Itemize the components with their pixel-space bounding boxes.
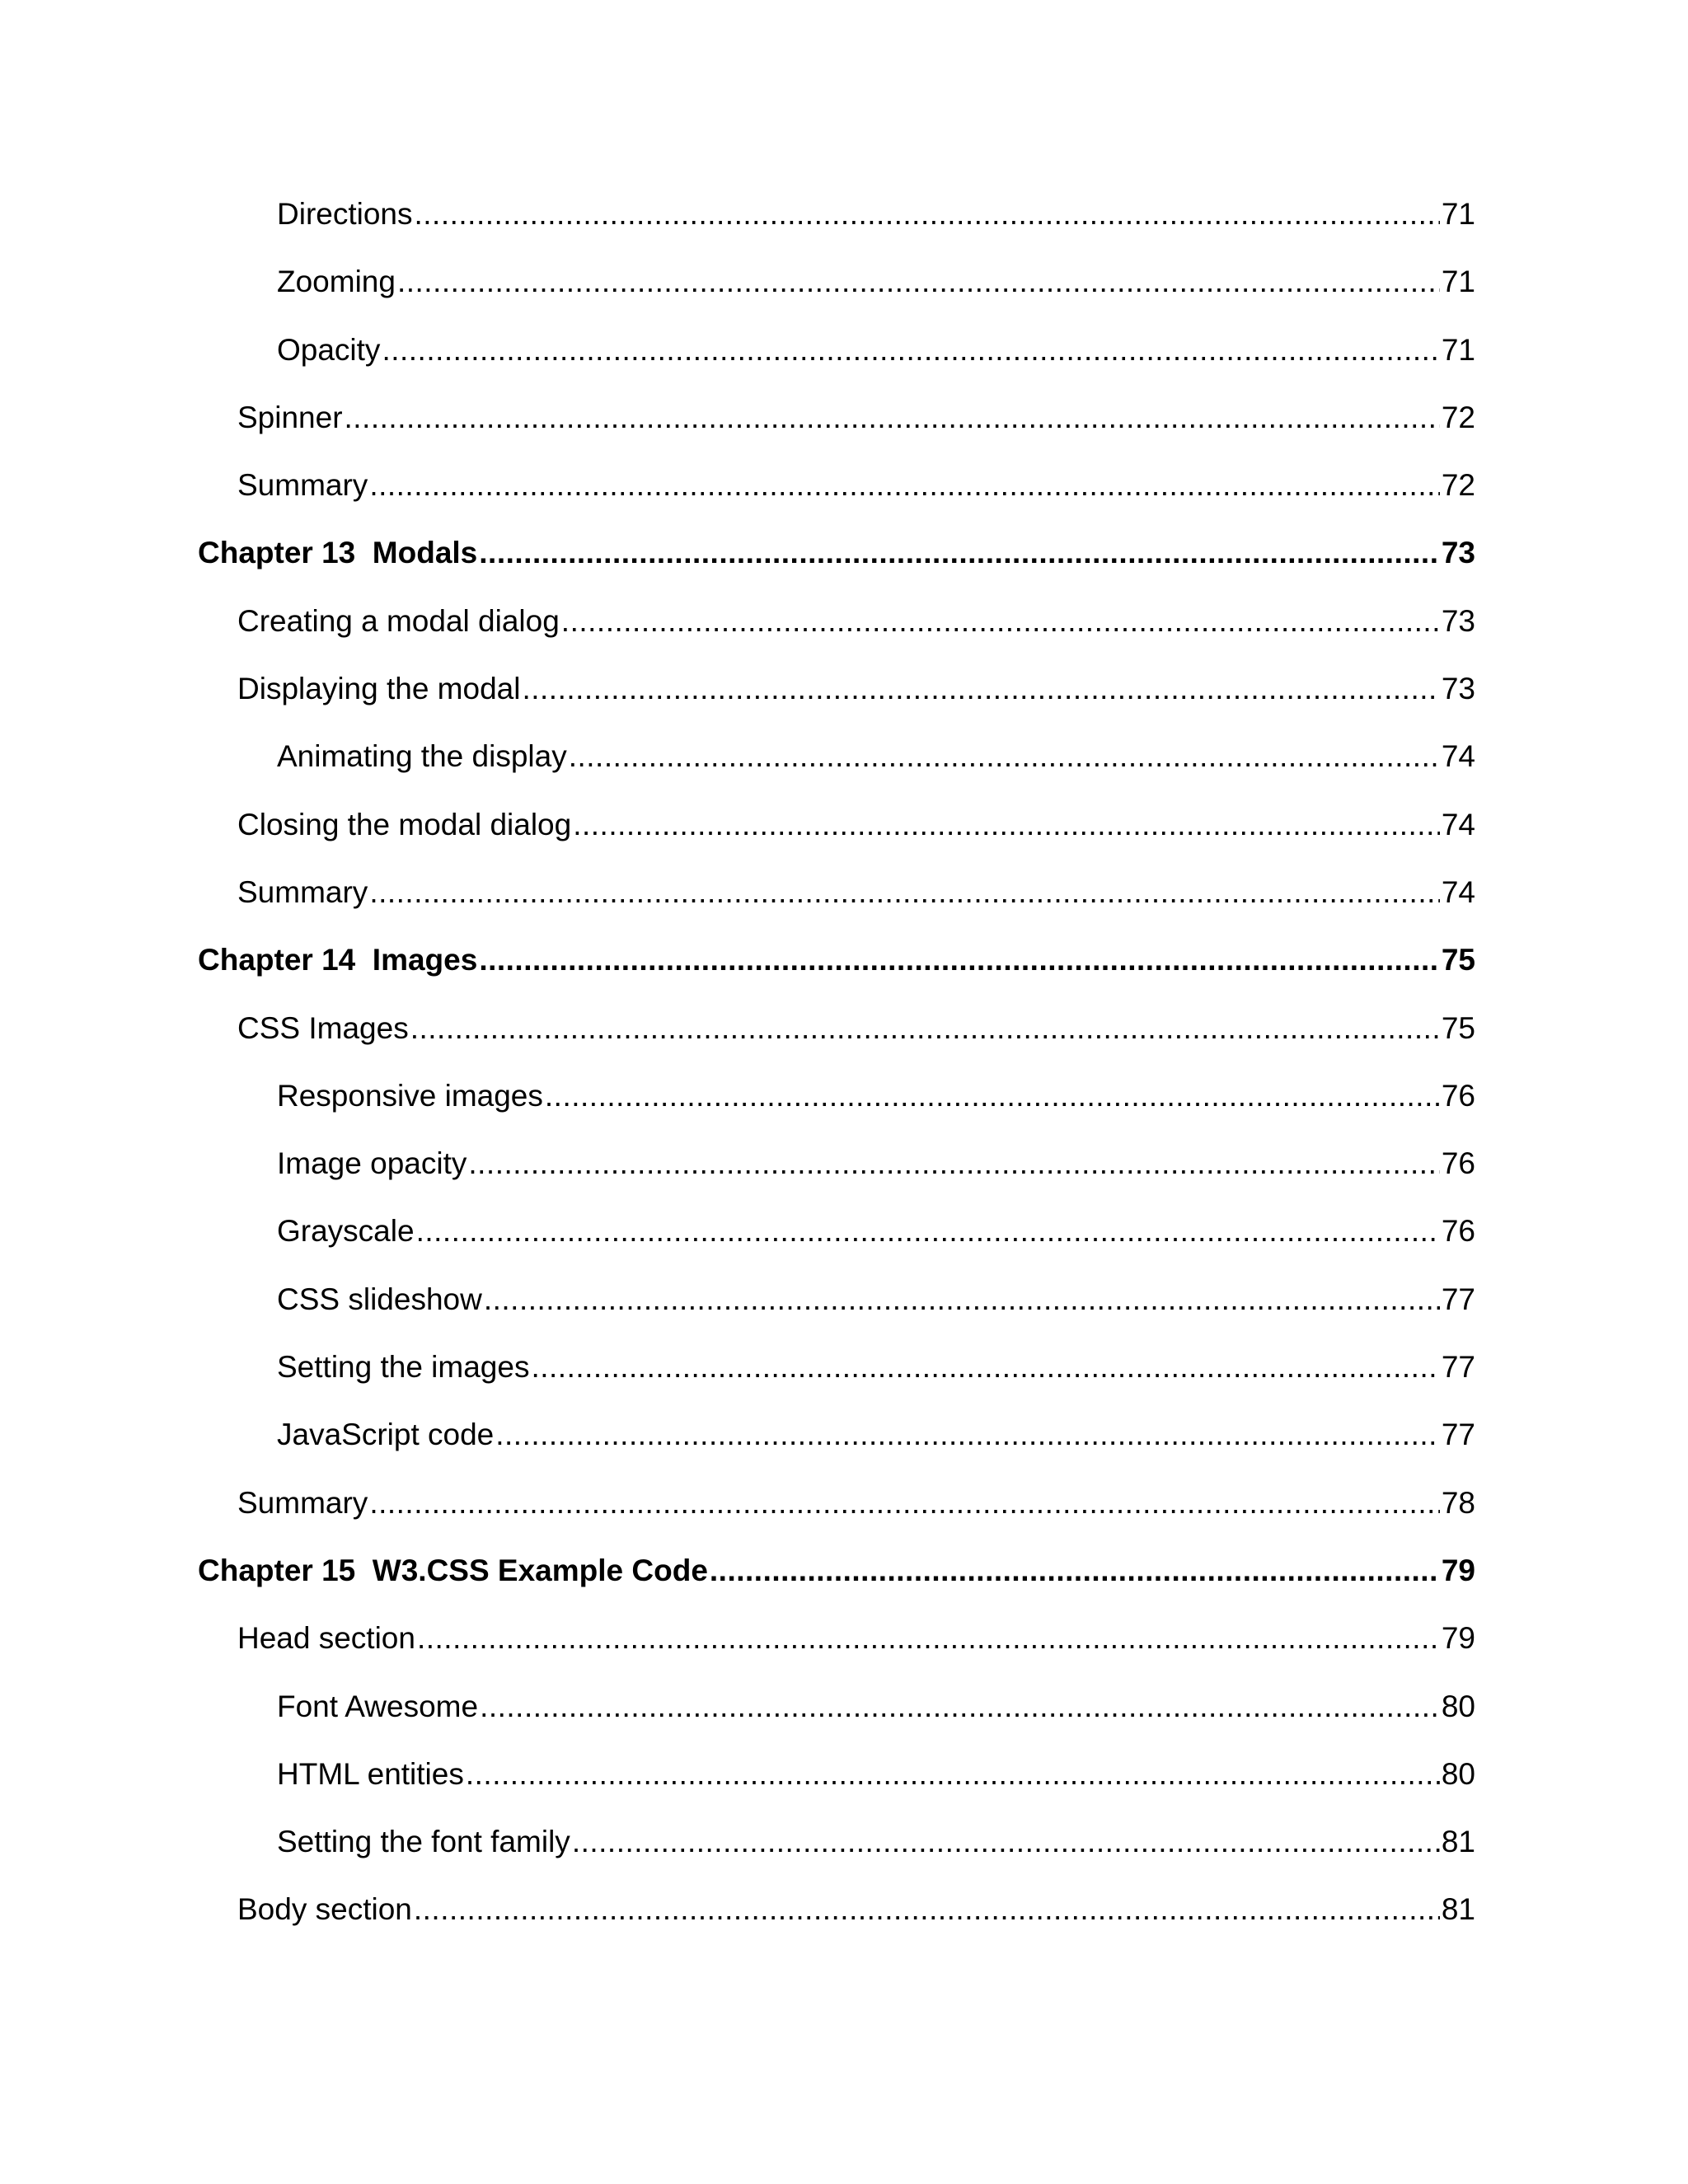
toc-page-number: 76: [1441, 1078, 1475, 1113]
toc-entry-title: Font Awesome: [277, 1689, 479, 1723]
toc-section-entry[interactable]: [198, 1141, 1475, 1208]
dot-leader: [468, 1141, 1439, 1187]
dot-leader: [479, 937, 1440, 983]
toc-entry-title: HTML entities: [277, 1756, 464, 1791]
toc-page-number: 74: [1441, 874, 1475, 909]
toc-page-number: 74: [1441, 807, 1475, 841]
toc-entry-title: Chapter 15 W3.CSS Example Code: [198, 1553, 708, 1587]
toc-entry-title: Opacity: [277, 332, 381, 367]
toc-section-entry[interactable]: [198, 733, 1475, 801]
toc-page-number: 78: [1441, 1485, 1475, 1520]
toc-entry-title: Summary: [237, 468, 368, 503]
toc-entry-title: Image opacity: [277, 1146, 467, 1181]
dot-leader: [479, 530, 1440, 576]
dot-leader: [522, 666, 1439, 712]
toc-chapter-entry[interactable]: [198, 1548, 1475, 1615]
toc-page-number: 71: [1441, 197, 1475, 231]
dot-leader: [495, 1412, 1440, 1458]
toc-page-number: 77: [1441, 1350, 1475, 1385]
toc-entry-title: Responsive images: [277, 1078, 543, 1113]
dot-leader: [573, 802, 1440, 848]
toc-entry-title: CSS Images: [237, 1010, 409, 1045]
toc-page-number: 73: [1441, 603, 1475, 638]
dot-leader: [414, 1886, 1440, 1933]
dot-leader: [345, 395, 1440, 441]
toc-entry-title: Directions: [277, 197, 413, 231]
toc-page-number: 76: [1441, 1146, 1475, 1181]
toc-page-number: 71: [1441, 332, 1475, 367]
toc-page-number: 79: [1441, 1621, 1475, 1656]
toc-section-entry[interactable]: [198, 1751, 1475, 1819]
toc-entry-title: Chapter 14 Images: [198, 943, 478, 977]
dot-leader: [531, 1344, 1439, 1390]
dot-leader: [416, 1208, 1440, 1254]
dot-leader: [369, 462, 1440, 509]
toc-section-entry[interactable]: [198, 802, 1475, 869]
toc-section-entry[interactable]: [198, 1480, 1475, 1548]
toc-section-entry[interactable]: [198, 259, 1475, 326]
toc-entry-title: CSS slideshow: [277, 1282, 482, 1316]
toc-section-entry[interactable]: [198, 1073, 1475, 1141]
toc-entry-title: Setting the font family: [277, 1825, 570, 1859]
toc-page-number: 72: [1441, 468, 1475, 503]
dot-leader: [410, 1005, 1440, 1052]
toc-page-number: 76: [1441, 1214, 1475, 1249]
toc-page-number: 77: [1441, 1282, 1475, 1316]
toc-section-entry[interactable]: [198, 1005, 1475, 1073]
toc-page-number: 72: [1441, 400, 1475, 434]
toc-section-entry[interactable]: [198, 1277, 1475, 1344]
toc-chapter-entry[interactable]: [198, 937, 1475, 1005]
toc-page-number: 79: [1441, 1553, 1475, 1587]
table-of-contents: [198, 191, 1475, 1955]
toc-entry-title: Creating a modal dialog: [237, 603, 560, 638]
toc-page-number: 80: [1441, 1756, 1475, 1791]
toc-entry-title: Summary: [237, 874, 368, 909]
dot-leader: [561, 598, 1440, 644]
dot-leader: [382, 327, 1439, 373]
toc-section-entry[interactable]: [198, 1344, 1475, 1412]
dot-leader: [569, 733, 1440, 780]
toc-section-entry[interactable]: [198, 598, 1475, 666]
toc-entry-title: Head section: [237, 1621, 415, 1656]
toc-section-entry[interactable]: [198, 666, 1475, 733]
dot-leader: [417, 1615, 1440, 1661]
toc-page-number: 75: [1441, 943, 1475, 977]
toc-page-number: 73: [1441, 536, 1475, 570]
toc-section-entry[interactable]: [198, 1615, 1475, 1683]
toc-page-number: 71: [1441, 265, 1475, 299]
dot-leader: [369, 869, 1440, 916]
toc-entry-title: Body section: [237, 1892, 412, 1927]
toc-section-entry[interactable]: [198, 1412, 1475, 1479]
dot-leader: [484, 1277, 1440, 1323]
toc-page-number: 74: [1441, 739, 1475, 774]
toc-entry-title: JavaScript code: [277, 1418, 495, 1452]
toc-section-entry[interactable]: [198, 1819, 1475, 1886]
toc-section-entry[interactable]: [198, 395, 1475, 462]
toc-entry-title: Chapter 13 Modals: [198, 536, 478, 570]
toc-entry-title: Setting the images: [277, 1350, 530, 1385]
dot-leader: [397, 259, 1440, 305]
toc-page-number: 73: [1441, 672, 1475, 706]
toc-section-entry[interactable]: [198, 191, 1475, 259]
toc-entry-title: Animating the display: [277, 739, 567, 774]
toc-section-entry[interactable]: [198, 1684, 1475, 1751]
toc-section-entry[interactable]: [198, 462, 1475, 530]
toc-page-number: 77: [1441, 1418, 1475, 1452]
toc-page-number: 81: [1441, 1825, 1475, 1859]
toc-entry-title: Summary: [237, 1485, 368, 1520]
toc-entry-title: Spinner: [237, 400, 343, 434]
dot-leader: [369, 1480, 1440, 1526]
dot-leader: [466, 1751, 1440, 1797]
toc-section-entry[interactable]: [198, 1208, 1475, 1276]
toc-section-entry[interactable]: [198, 1886, 1475, 1954]
dot-leader: [710, 1548, 1440, 1594]
toc-page-number: 80: [1441, 1689, 1475, 1723]
toc-entry-title: Displaying the modal: [237, 672, 521, 706]
toc-chapter-entry[interactable]: [198, 530, 1475, 598]
dot-leader: [415, 191, 1440, 237]
toc-entry-title: Grayscale: [277, 1214, 415, 1249]
dot-leader: [480, 1684, 1440, 1730]
toc-section-entry[interactable]: [198, 327, 1475, 395]
toc-page-number: 75: [1441, 1010, 1475, 1045]
toc-page-number: 81: [1441, 1892, 1475, 1927]
dot-leader: [572, 1819, 1440, 1865]
dot-leader: [545, 1073, 1440, 1119]
toc-section-entry[interactable]: [198, 869, 1475, 937]
toc-entry-title: Zooming: [277, 265, 396, 299]
toc-entry-title: Closing the modal dialog: [237, 807, 572, 841]
